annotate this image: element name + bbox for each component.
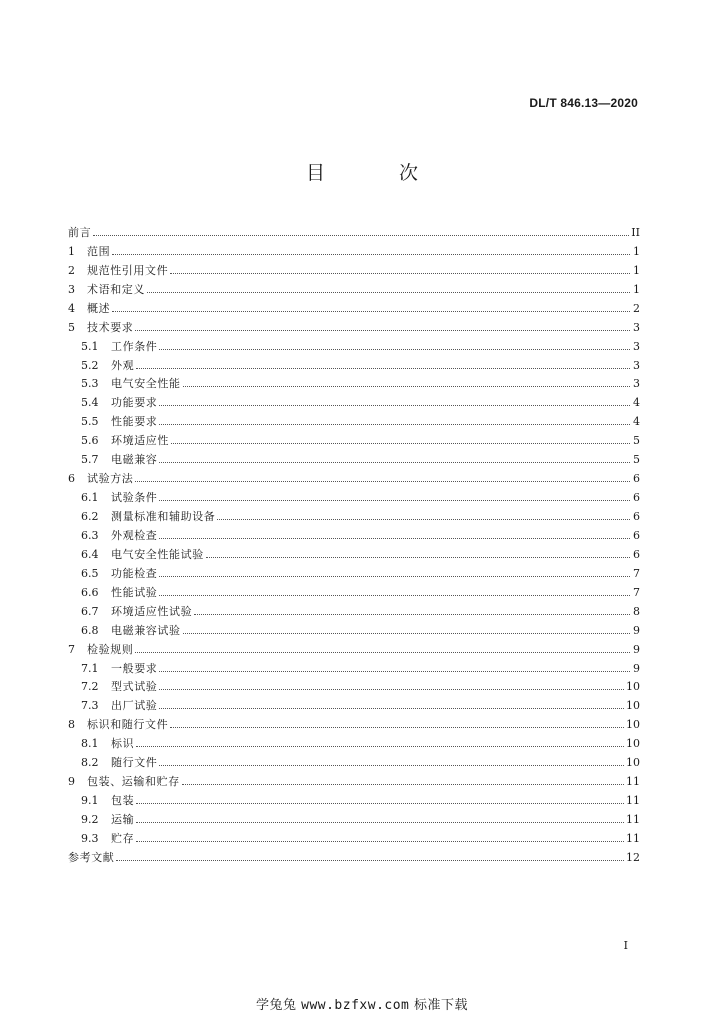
toc-entry-number: 5.3 (81, 377, 99, 391)
toc-entry[interactable] (68, 807, 640, 826)
toc-entry-number: 7.2 (81, 680, 99, 694)
toc-entry-page: 5 (633, 453, 640, 467)
toc-entry-page: II (631, 225, 640, 239)
toc-entry-page: 12 (626, 850, 640, 864)
toc-entry-page: 7 (633, 566, 640, 580)
toc-entry-label: 标识 (111, 737, 135, 751)
toc-entry-number: 5.2 (81, 358, 99, 372)
toc-entry-label: 随行文件 (111, 756, 158, 770)
toc-entry-label: 环境适应性试验 (111, 604, 193, 618)
toc-entry-page: 5 (633, 434, 640, 448)
toc-entry-number: 6.6 (81, 585, 99, 599)
toc-entry-page: 6 (633, 528, 640, 542)
toc-entry-page: 6 (633, 510, 640, 523)
toc-entry-number: 7.1 (81, 661, 99, 675)
toc-dot-leader (135, 481, 630, 482)
toc-entry-page: 9 (633, 661, 640, 675)
toc-entry-label: 外观 (111, 358, 135, 372)
toc-entry-label: 工作条件 (111, 339, 158, 353)
toc-dot-leader (136, 368, 630, 369)
toc-entry[interactable] (68, 485, 640, 504)
toc-entry-label: 试验方法 (87, 472, 134, 486)
page-title: 目 次 (305, 162, 453, 184)
toc-dot-leader (182, 784, 624, 785)
toc-dot-leader (206, 557, 630, 558)
toc-entry-page: 11 (626, 775, 640, 789)
toc-entry-label: 术语和定义 (87, 282, 145, 296)
toc-dot-leader (136, 841, 624, 842)
toc-entry-label: 前言 (68, 225, 92, 239)
toc-entry[interactable] (68, 428, 640, 447)
toc-entry-number: 8.1 (81, 737, 99, 751)
toc-entry[interactable] (68, 826, 640, 845)
toc-entry-page: 4 (633, 396, 640, 410)
toc-entry-page: 7 (633, 585, 640, 599)
toc-entry-page: 4 (633, 415, 640, 429)
toc-entry-label: 型式试验 (111, 680, 158, 694)
toc-entry-number: 6.8 (81, 623, 99, 637)
toc-dot-leader (159, 671, 630, 672)
toc-entry-label: 功能检查 (111, 566, 158, 580)
toc-entry-label: 电磁兼容 (111, 453, 158, 467)
toc-entry-page: 6 (633, 547, 640, 561)
toc-entry-number: 9.1 (81, 794, 99, 808)
toc-entry-page: 3 (633, 320, 640, 334)
toc-entry[interactable] (68, 769, 640, 788)
toc-entry[interactable] (68, 220, 640, 239)
toc-entry[interactable] (68, 466, 640, 485)
toc-entry[interactable] (68, 239, 640, 258)
toc-entry-label: 包装、运输和贮存 (87, 775, 180, 789)
toc-entry-number: 9.3 (81, 831, 99, 845)
toc-entry[interactable] (68, 315, 640, 334)
toc-entry-number: 5 (68, 320, 75, 334)
toc-dot-leader (136, 803, 624, 804)
toc-entry-page: 2 (633, 301, 640, 315)
toc-entry-page: 1 (633, 282, 640, 296)
toc-entry-number: 5.5 (81, 415, 99, 429)
toc-entry[interactable] (68, 599, 640, 618)
toc-entry-number: 5.6 (81, 434, 99, 448)
toc-entry-label: 规范性引用文件 (87, 263, 169, 277)
toc-entry-label: 外观检查 (111, 528, 158, 542)
toc-entry-label: 功能要求 (111, 396, 158, 410)
toc-dot-leader (217, 519, 630, 520)
toc-dot-leader (183, 386, 630, 387)
toc-dot-leader (159, 538, 630, 539)
toc-entry-page: 11 (626, 813, 640, 826)
toc-entry[interactable] (68, 731, 640, 750)
toc-dot-leader (159, 765, 624, 766)
toc-entry-number: 5.4 (81, 396, 99, 410)
toc-entry-number: 5.1 (81, 339, 99, 353)
toc-entry[interactable] (68, 712, 640, 731)
toc-entry-number: 4 (68, 301, 75, 315)
toc-entry[interactable] (68, 788, 640, 807)
toc-entry[interactable] (68, 542, 640, 561)
toc-dot-leader (159, 576, 630, 577)
toc-entry-number: 2 (68, 263, 75, 277)
toc-dot-leader (112, 311, 630, 312)
toc-entry[interactable] (68, 334, 640, 353)
toc-entry-label: 检验规则 (87, 642, 134, 656)
toc-entry-label: 参考文献 (68, 850, 115, 864)
toc-entry[interactable] (68, 845, 640, 864)
toc-entry[interactable] (68, 258, 640, 277)
toc-entry-number: 6.5 (81, 566, 99, 580)
footer-watermark (0, 994, 724, 1013)
toc-entry-number: 9.2 (81, 813, 99, 826)
toc-entry[interactable] (68, 656, 640, 675)
toc-entry-page: 9 (633, 642, 640, 656)
toc-entry-number: 8.2 (81, 756, 99, 770)
toc-dot-leader (116, 860, 624, 861)
toc-entry[interactable] (68, 523, 640, 542)
toc-entry-label: 电气安全性能 (111, 377, 181, 391)
toc-entry-label: 环境适应性 (111, 434, 169, 448)
toc-entry-number: 5.7 (81, 453, 99, 467)
toc-dot-leader (159, 500, 630, 501)
toc-dot-leader (135, 652, 630, 653)
toc-dot-leader (159, 689, 624, 690)
toc-entry-number: 3 (68, 282, 75, 296)
toc-entry-label: 包装 (111, 794, 135, 808)
toc-entry-page: 10 (626, 718, 640, 732)
toc-entry-page: 10 (626, 680, 640, 694)
toc-entry-label: 范围 (87, 244, 111, 258)
toc-entry-label: 贮存 (111, 831, 135, 845)
toc-entry-number: 6.2 (81, 510, 99, 523)
toc-dot-leader (170, 273, 630, 274)
toc-dot-leader (136, 746, 624, 747)
toc-entry[interactable] (68, 675, 640, 694)
toc-entry[interactable] (68, 353, 640, 372)
toc-entry-number: 6.1 (81, 491, 99, 505)
toc-entry[interactable] (68, 390, 640, 409)
toc-entry-page: 8 (633, 604, 640, 618)
toc-entry[interactable] (68, 409, 640, 428)
toc-dot-leader (147, 292, 630, 293)
toc-entry-page: 6 (633, 472, 640, 486)
toc-entry-page: 11 (626, 831, 640, 845)
table-of-contents (68, 220, 640, 864)
toc-entry-page: 6 (633, 491, 640, 505)
toc-entry-number: 1 (68, 244, 75, 258)
toc-entry-number: 6.4 (81, 547, 99, 561)
toc-entry-label: 技术要求 (87, 320, 134, 334)
standard-code: DL/T 846.13—2020 (529, 96, 638, 110)
toc-entry-number: 9 (68, 775, 75, 789)
toc-entry-number: 8 (68, 718, 75, 732)
toc-entry-label: 性能要求 (111, 415, 158, 429)
toc-entry[interactable] (68, 447, 640, 466)
toc-entry-page: 10 (626, 737, 640, 751)
footer-tagline: 标准下载 (414, 998, 469, 1013)
toc-dot-leader (135, 330, 630, 331)
toc-entry-page: 11 (626, 794, 640, 808)
toc-entry-label: 试验条件 (111, 491, 158, 505)
toc-dot-leader (159, 595, 630, 596)
toc-entry[interactable] (68, 277, 640, 296)
toc-entry-number: 7.3 (81, 699, 99, 713)
toc-entry-label: 一般要求 (111, 661, 158, 675)
footer-site-name: 学兔兔 (255, 998, 297, 1013)
toc-entry-label: 运输 (111, 813, 135, 826)
toc-dot-leader (159, 349, 630, 350)
toc-dot-leader (183, 633, 630, 634)
toc-entry-label: 标识和随行文件 (87, 718, 169, 732)
toc-entry-page: 9 (633, 623, 640, 637)
toc-entry[interactable] (68, 618, 640, 637)
toc-entry-page: 10 (626, 756, 640, 770)
toc-entry[interactable] (68, 580, 640, 599)
toc-entry[interactable] (68, 504, 640, 523)
toc-entry[interactable] (68, 693, 640, 712)
toc-dot-leader (136, 822, 624, 823)
page-number: I (623, 939, 628, 952)
toc-entry-page: 3 (633, 339, 640, 353)
footer-url[interactable]: www.bzfxw.com (301, 998, 410, 1013)
toc-dot-leader (159, 424, 630, 425)
toc-entry[interactable] (68, 296, 640, 315)
toc-entry[interactable] (68, 561, 640, 580)
toc-entry-number: 6.7 (81, 604, 99, 618)
toc-entry[interactable] (68, 372, 640, 391)
toc-dot-leader (159, 405, 630, 406)
toc-entry-label: 性能试验 (111, 585, 158, 599)
toc-dot-leader (112, 254, 630, 255)
toc-entry-number: 7 (68, 642, 75, 656)
toc-entry[interactable] (68, 750, 640, 769)
toc-entry[interactable] (68, 637, 640, 656)
toc-entry-page: 1 (633, 263, 640, 277)
toc-entry-label: 出厂试验 (111, 699, 158, 713)
toc-entry-page: 3 (633, 377, 640, 391)
toc-entry-number: 6.3 (81, 528, 99, 542)
toc-entry-label: 概述 (87, 301, 111, 315)
toc-dot-leader (170, 727, 624, 728)
toc-entry-label: 测量标准和辅助设备 (111, 510, 216, 523)
toc-entry-page: 1 (633, 244, 640, 258)
toc-dot-leader (194, 614, 630, 615)
toc-dot-leader (159, 708, 624, 709)
toc-entry-label: 电气安全性能试验 (111, 547, 204, 561)
toc-entry-page: 3 (633, 358, 640, 372)
toc-dot-leader (93, 235, 629, 236)
toc-entry-number: 6 (68, 472, 75, 486)
toc-dot-leader (159, 462, 630, 463)
toc-entry-page: 10 (626, 699, 640, 713)
toc-entry-label: 电磁兼容试验 (111, 623, 181, 637)
toc-dot-leader (171, 443, 630, 444)
